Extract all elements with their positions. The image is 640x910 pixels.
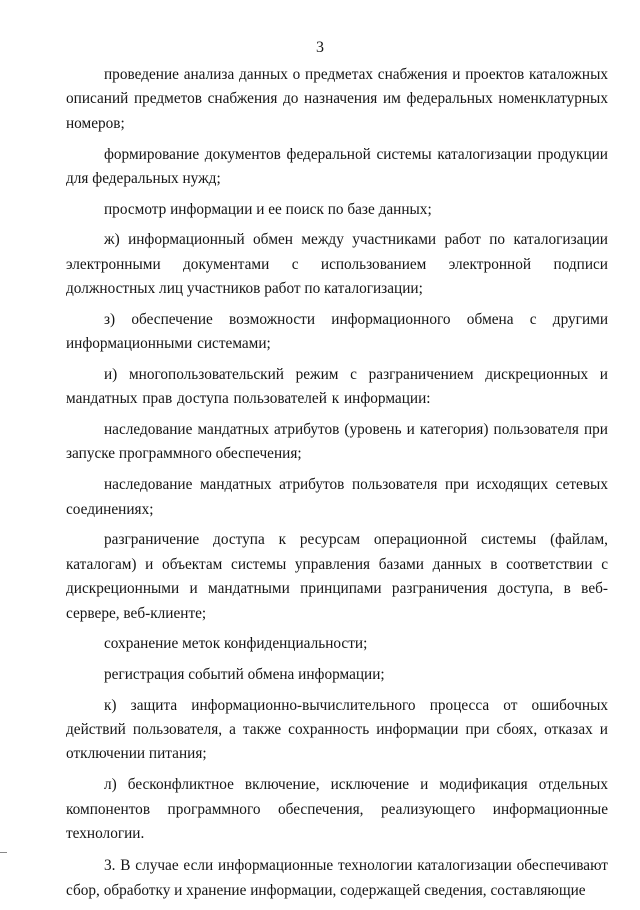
- paragraph-item-z: з) обеспечение возможности информационного обмена с другими информационными системами;: [66, 310, 608, 353]
- paragraph-item-l: л) бесконфликтное включение, исключение и модификация отдельных компонентов программного обеспечения, реализующего информационные технологии.: [66, 776, 608, 842]
- paragraph-registration: регистрация событий обмена информации;: [104, 665, 385, 683]
- paragraph-data-analysis: проведение анализа данных о предметах снабжения и проектов каталожных описаний предметов снабжения до назначения им федеральных номенклатурных номеров;: [66, 66, 608, 132]
- paragraph-forming-documents: формирование документов федеральной системы каталогизации продукции для федеральных нужд;: [66, 145, 608, 187]
- paragraph-labels: сохранение меток конфиденциальности;: [104, 635, 368, 653]
- paragraph-item-zh: ж) информационный обмен между участниками работ по каталогизации электронными документами с использованием электронной подписи должностных лиц участников работ по каталогизации;: [66, 231, 608, 298]
- paragraph-item-k: к) защита информационно-вычислительного процесса от ошибочных действий пользователя, а также сохранность информации при сбоях, отказах и отключении питания;: [66, 696, 608, 763]
- document-body: [66, 63, 608, 910]
- paragraph-section-3: 3. В случае если информационные технологии каталогизации обеспечивают сбор, обработку и хранение информации, содержащей сведения, составляющие: [66, 856, 608, 900]
- paragraph-inherit-network: наследование мандатных атрибутов пользователя при исходящих сетевых соединениях;: [66, 476, 608, 518]
- paragraph-inherit-launch: наследование мандатных атрибутов (уровень и категория) пользователя при запуске программного обеспечения;: [66, 421, 608, 463]
- page-number: 3: [316, 39, 324, 56]
- paragraph-access-control: разграничение доступа к ресурсам операционной системы (файлам, каталогам) и объектам системы управления базами данных в соответствии с дискреционными и мандатными принципами разграничения доступа, в веб-сервере, веб-клиенте;: [66, 531, 608, 622]
- paragraph-search: просмотр информации и ее поиск по базе данных;: [104, 200, 432, 218]
- scan-edge-mark: [0, 852, 7, 853]
- paragraph-item-i: и) многопользовательский режим с разграничением дискреционных и мандатных прав доступа пользователей к информации:: [66, 365, 608, 408]
